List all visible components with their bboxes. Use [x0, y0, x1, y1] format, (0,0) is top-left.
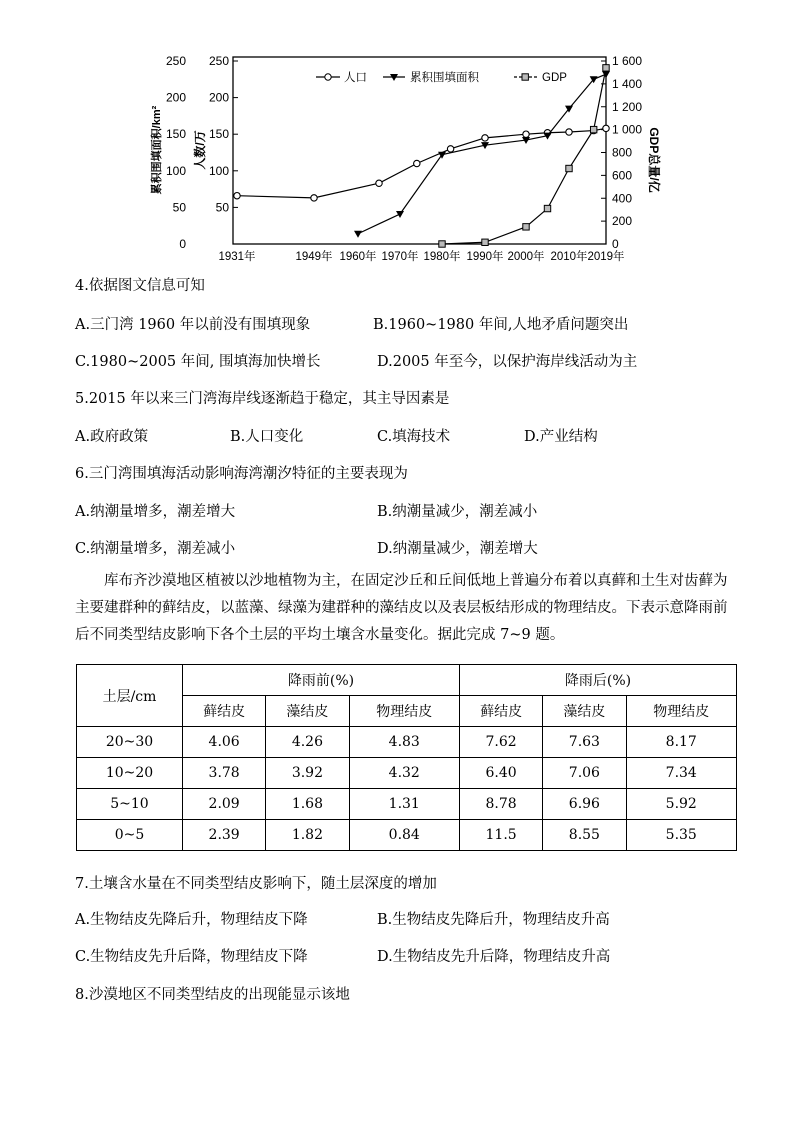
x-axis-tick-label: 1960年: [339, 251, 377, 263]
legend-population-marker: [325, 74, 331, 80]
table-cell: 1.82: [266, 820, 349, 851]
table-cell-layer: 0~5: [77, 820, 183, 851]
table-cell-layer: 5~10: [77, 789, 183, 820]
reclamation-point: [602, 71, 610, 78]
left-axis-tick-label: 100: [165, 163, 186, 178]
table-cell: 4.06: [183, 727, 266, 758]
reclamation-point: [354, 231, 362, 238]
right-axis-tick-label: 1 600: [612, 54, 643, 68]
table-header-before-rain: 降雨前(%): [183, 665, 460, 696]
table-cell-layer: 10~20: [77, 758, 183, 789]
x-axis-tick-label: 1970年: [381, 251, 419, 263]
passage-line-1: 库布齐沙漠地区植被以沙地植物为主，在固定沙丘和丘间低地上普遍分布着以真藓和土生对齿藓为: [104, 573, 728, 589]
left-axis-tick-label: 0: [179, 237, 186, 251]
inner-axis-tick-label: 250: [208, 54, 229, 68]
table-cell: 6.96: [543, 789, 626, 820]
q7-option-c: C.生物结皮先升后降，物理结皮下降: [75, 949, 308, 965]
right-axis-tick-label: 1 400: [612, 76, 643, 91]
right-axis-tick-label: 600: [612, 168, 633, 183]
table-subheader: 藓结皮: [183, 696, 266, 727]
table-cell: 2.39: [183, 820, 266, 851]
right-axis-tick-label: 1 000: [612, 122, 643, 137]
q5-option-b: B.人口变化: [230, 429, 304, 445]
table-cell: 5.92: [626, 789, 736, 820]
table-cell: 8.17: [626, 727, 736, 758]
x-axis-tick-label: 1931年: [218, 251, 256, 263]
table-cell: 8.78: [459, 789, 542, 820]
q5-option-d: D.产业结构: [524, 429, 598, 445]
population-point: [311, 195, 317, 201]
gdp-point: [603, 65, 609, 71]
q4-option-a: A.三门湾 1960 年以前没有围填现象: [75, 317, 311, 333]
passage-line-3: 后不同类型结皮影响下各个土层的平均土壤含水量变化。据此完成 7~9 题。: [75, 627, 565, 643]
table-cell: 3.92: [266, 758, 349, 789]
left-axis-tick-label: 200: [165, 90, 186, 105]
population-point: [523, 131, 529, 137]
right-axis-tick-label: 1 200: [612, 99, 643, 114]
population-reclamation-gdp-chart: [0, 0, 793, 275]
q6-stem: 6.三门湾围填海活动影响海湾潮汐特征的主要表现为: [75, 466, 408, 482]
q5-stem: 5.2015 年以来三门湾海岸线逐渐趋于稳定，其主导因素是: [75, 391, 450, 407]
right-axis-tick-label: 800: [612, 145, 633, 160]
table-cell: 11.5: [459, 820, 542, 851]
q4-option-d: D.2005 年至今，以保护海岸线活动为主: [377, 354, 638, 370]
table-cell: 8.55: [543, 820, 626, 851]
reclamation-line: [358, 74, 606, 234]
chart-canvas: [0, 0, 793, 275]
q4-option-b: B.1960~1980 年间,人地矛盾问题突出: [373, 317, 629, 333]
q7-option-d: D.生物结皮先升后降，物理结皮升高: [377, 949, 611, 965]
population-point: [482, 135, 488, 141]
table-cell: 4.83: [349, 727, 459, 758]
q8-stem: 8.沙漠地区不同类型结皮的出现能显示该地: [75, 987, 350, 1003]
population-point: [234, 192, 240, 198]
table-subheader: 物理结皮: [626, 696, 736, 727]
table-header-layer: 土层/cm: [77, 665, 183, 727]
population-point: [603, 125, 609, 131]
left-axis-tick-label: 250: [165, 54, 186, 68]
right-axis-tick-label: 0: [612, 237, 619, 251]
table-cell: 4.26: [266, 727, 349, 758]
gdp-point: [482, 239, 488, 245]
reading-passage: [75, 568, 775, 649]
x-axis-tick-label: 2019年: [587, 251, 625, 263]
legend-reclamation-label: 累积围填面积: [410, 72, 479, 84]
table-cell: 0.84: [349, 820, 459, 851]
right-axis-tick-label: 400: [612, 191, 633, 206]
table-row: [77, 789, 737, 820]
gdp-point: [590, 126, 596, 132]
table-row: [77, 820, 737, 851]
table-cell: 2.09: [183, 789, 266, 820]
q6-option-c: C.纳潮量增多，潮差减小: [75, 541, 236, 557]
soil-moisture-table: [76, 664, 737, 851]
gdp-point: [566, 165, 572, 171]
table-cell-layer: 20~30: [77, 727, 183, 758]
table-subheader: 藻结皮: [266, 696, 349, 727]
table-cell: 1.31: [349, 789, 459, 820]
x-axis-tick-label: 1990年: [466, 251, 504, 263]
table-subheader: 藻结皮: [543, 696, 626, 727]
left-axis-tick-label: 50: [172, 200, 186, 215]
inner-axis-tick-label: 200: [208, 90, 229, 105]
legend-gdp-marker: [522, 74, 528, 80]
table-cell: 1.68: [266, 789, 349, 820]
table-cell: 5.35: [626, 820, 736, 851]
q5-option-c: C.填海技术: [377, 429, 451, 445]
passage-line-2: 主要建群种的藓结皮，以蓝藻、绿藻为建群种的藻结皮以及表层板结形成的物理结皮。下表示意降雨前: [75, 600, 728, 616]
table-cell: 7.06: [543, 758, 626, 789]
table-cell: 3.78: [183, 758, 266, 789]
reclamation-point: [396, 211, 404, 218]
table-row: [77, 727, 737, 758]
population-line: [237, 128, 606, 198]
legend-gdp-label: GDP: [542, 72, 567, 84]
gdp-point: [523, 224, 529, 230]
right-axis-tick-label: 200: [612, 214, 633, 229]
table-cell: 7.63: [543, 727, 626, 758]
table-header-after-rain: 降雨后(%): [459, 665, 736, 696]
population-point: [414, 160, 420, 166]
legend-population-label: 人口: [344, 72, 367, 84]
left-axis-tick-label: 150: [165, 127, 186, 142]
q6-option-a: A.纳潮量增多，潮差增大: [75, 504, 236, 520]
table-subheader: 藓结皮: [459, 696, 542, 727]
right-axis-label: GDP总量/亿: [647, 127, 661, 193]
q4-stem: 4.依据图文信息可知: [75, 278, 205, 294]
population-point: [566, 129, 572, 135]
population-point: [376, 180, 382, 186]
gdp-point: [544, 205, 550, 211]
q7-option-a: A.生物结皮先降后升，物理结皮下降: [75, 912, 308, 928]
q5-option-a: A.政府政策: [75, 429, 149, 445]
plot-frame: [233, 57, 606, 244]
table-subheader: 物理结皮: [349, 696, 459, 727]
x-axis-tick-label: 1949年: [295, 251, 333, 263]
inner-axis-tick-label: 100: [208, 163, 229, 178]
inner-axis-tick-label: 50: [215, 200, 229, 215]
q7-option-b: B.生物结皮先降后升，物理结皮升高: [377, 912, 610, 928]
gdp-point: [439, 241, 445, 247]
inner-axis-tick-label: 150: [208, 127, 229, 142]
table-row: [77, 758, 737, 789]
table-cell: 4.32: [349, 758, 459, 789]
q6-option-b: B.纳潮量减少，潮差减小: [377, 504, 538, 520]
x-axis-tick-label: 2000年: [507, 251, 545, 263]
table-cell: 6.40: [459, 758, 542, 789]
q7-stem: 7.土壤含水量在不同类型结皮影响下，随土层深度的增加: [75, 876, 437, 892]
q4-option-c: C.1980~2005 年间, 围填海加快增长: [75, 354, 321, 370]
x-axis-tick-label: 2010年: [550, 251, 588, 263]
table-cell: 7.62: [459, 727, 542, 758]
x-axis-tick-label: 1980年: [423, 251, 461, 263]
inner-axis-label: 人数/万: [193, 130, 207, 170]
left-axis-label: 累积围填面积/km²: [151, 105, 163, 195]
table-cell: 7.34: [626, 758, 736, 789]
population-point: [447, 146, 453, 152]
q6-option-d: D.纳潮量减少，潮差增大: [377, 541, 538, 557]
